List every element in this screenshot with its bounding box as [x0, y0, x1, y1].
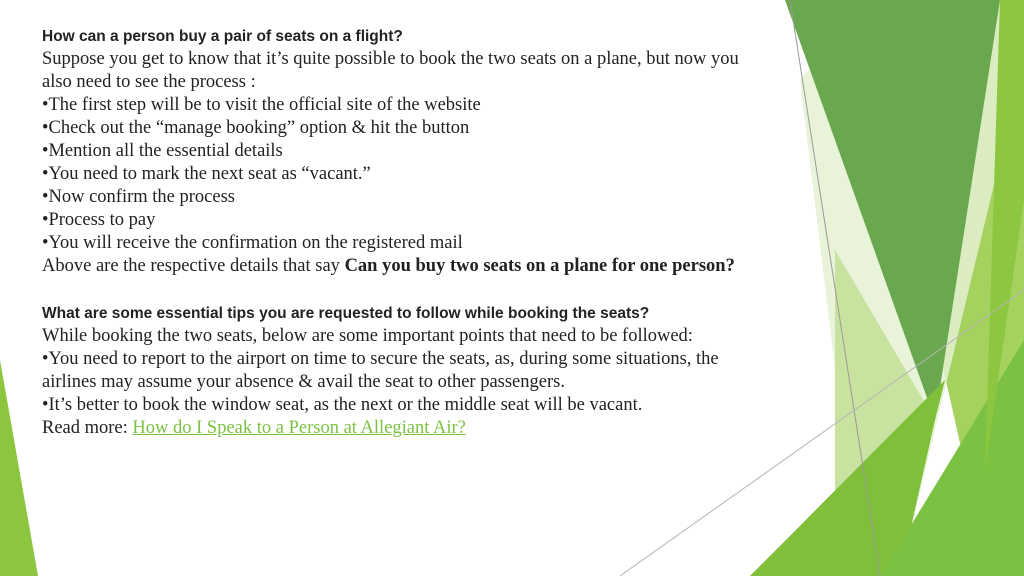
section1-bullet: •Now confirm the process	[42, 187, 235, 207]
left-green-sliver	[0, 360, 38, 576]
section1-bullet: •Check out the “manage booking” option & hit the button	[42, 118, 470, 138]
section2-bullet: •It’s better to book the window seat, as the next or the middle seat will be vacant.	[42, 395, 643, 415]
read-more-link[interactable]: How do I Speak to a Person at Allegiant Air?	[132, 418, 466, 438]
section2-heading: What are some essential tips you are requested to follow while booking the seats?	[42, 305, 650, 322]
section1-bullet: •You need to mark the next seat as “vacant.”	[42, 164, 371, 184]
section1-closing	[42, 255, 772, 278]
closing-prefix: Above are the respective details that say	[42, 256, 345, 276]
section1-heading: How can a person buy a pair of seats on a flight?	[42, 28, 403, 45]
text-content	[42, 24, 772, 440]
read-more-line	[42, 417, 772, 440]
section1-intro: Suppose you get to know that it’s quite possible to book the two seats on a plane, but now you also need to see the process :	[42, 49, 739, 92]
read-more-prefix: Read more:	[42, 418, 133, 438]
closing-bold-question: Can you buy two seats on a plane for one person?	[344, 256, 735, 276]
section-spacer	[42, 278, 772, 301]
section1-bullet: •Process to pay	[42, 210, 156, 230]
section2-bullet: •You need to report to the airport on time to secure the seats, as, during some situations, the airlines may assume your absence & avail the seat to other passengers.	[42, 349, 719, 392]
section2-intro: While booking the two seats, below are some important points that need to be followed:	[42, 326, 693, 346]
section1-bullet: •The first step will be to visit the official site of the website	[42, 95, 481, 115]
section1-bullet: •You will receive the confirmation on the registered mail	[42, 233, 463, 253]
section1-bullet: •Mention all the essential details	[42, 141, 283, 161]
